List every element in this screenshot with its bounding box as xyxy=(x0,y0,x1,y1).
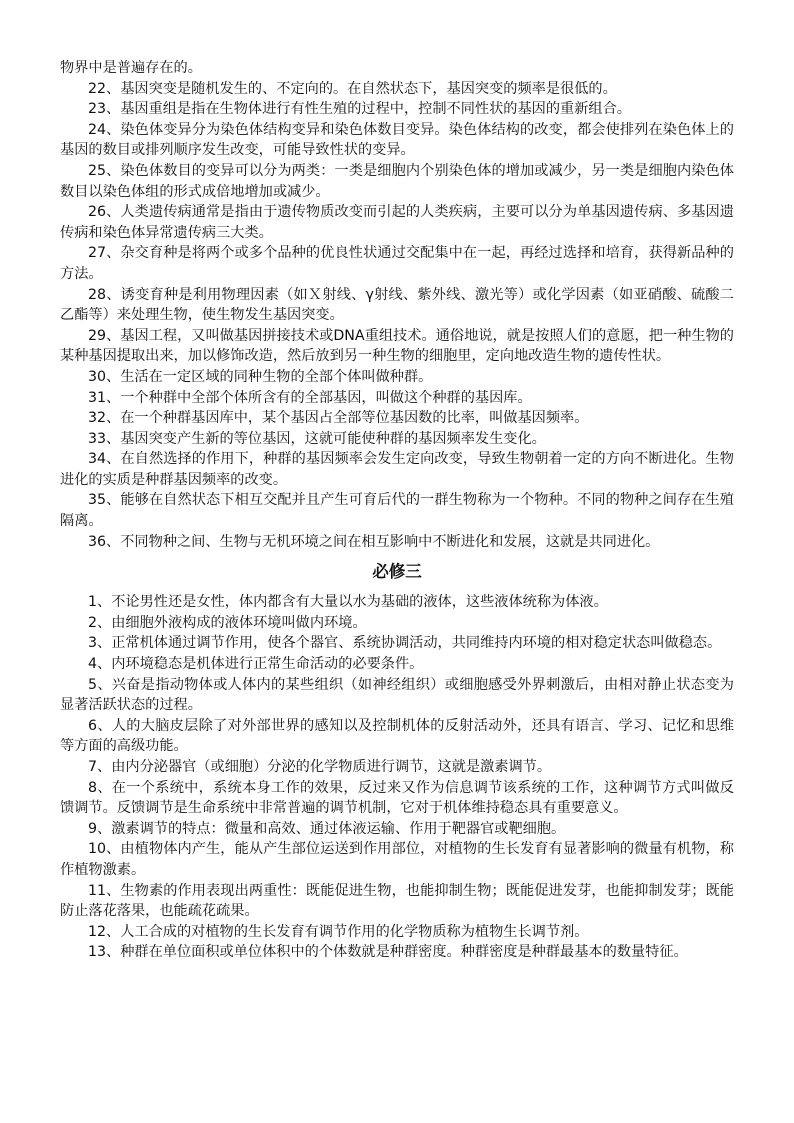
paragraph-34: 34、在自然选择的作用下，种群的基因频率会发生定向改变，导致生物朝着一定的方向不断进化。生物进化的实质是种群基因频率的改变。 xyxy=(60,451,734,488)
section-heading: 必修三 xyxy=(372,562,422,582)
paragraph-continuation: 物界中是普遍存在的。 xyxy=(60,60,202,76)
paragraph-26: 26、人类遗传病通常是指由于遗传物质改变而引起的人类疾病，主要可以分为单基因遗传病、多基因遗传病和染色体异常遗传病三大类。 xyxy=(60,204,734,241)
paragraph-35: 35、能够在自然状态下相互交配并且产生可育后代的一群生物称为一个物种。不同的物种之间存在生殖隔离。 xyxy=(60,492,734,530)
paragraph-3: 3、正常机体通过调节作用，使各个器官、系统协调活动，共同维持内环境的相对稳定状态叫做稳态。 xyxy=(88,635,722,652)
paragraph-1: 1、不论男性还是女性，体内都含有大量以水为基础的液体，这些液体统称为体液。 xyxy=(88,594,608,611)
paragraph-13: 13、种群在单位面积或单位体积中的个体数就是种群密度。种群密度是种群最基本的数量特征。 xyxy=(88,944,688,961)
paragraph-28: 28、诱变育种是利用物理因素（如Ｘ射线、γ射线、紫外线、激光等）或化学因素（如亚硝酸、硫酸二乙酯等）来处理生物，使生物发生基因突变。 xyxy=(60,286,734,324)
paragraph-33: 33、基因突变产生新的等位基因，这就可能使种群的基因频率发生变化。 xyxy=(88,430,546,447)
paragraph-24: 24、染色体变异分为染色体结构变异和染色体数目变异。染色体结构的改变，都会使排列在染色体上的基因的数目或排列顺序发生改变，可能导致性状的变异。 xyxy=(60,121,734,159)
paragraph-32: 32、在一个种群基因库中，某个基因占全部等位基因数的比率，叫做基因频率。 xyxy=(88,410,589,427)
paragraph-6: 6、人的大脑皮层除了对外部世界的感知以及控制机体的反射活动外，还具有语言、学习、记忆和思维等方面的高级功能。 xyxy=(60,717,734,755)
paragraph-31: 31、一个种群中全部个体所含有的全部基因，叫做这个种群的基因库。 xyxy=(88,389,532,406)
paragraph-2: 2、由细胞外液构成的液体环境叫做内环境。 xyxy=(88,614,367,631)
paragraph-7: 7、由内分泌器官（或细胞）分泌的化学物质进行调节，这就是激素调节。 xyxy=(88,759,552,775)
paragraph-12: 12、人工合成的对植物的生长发育有调节作用的化学物质称为植物生长调节剂。 xyxy=(88,923,589,940)
paragraph-25: 25、染色体数目的变异可以分为两类：一类是细胞内个别染色体的增加或减少，另一类是细胞内染色体数目以染色体组的形式成倍地增加或减少。 xyxy=(60,162,734,200)
section-compulsory-three xyxy=(60,592,734,963)
paragraph-30: 30、生活在一定区域的同种生物的全部个体叫做种群。 xyxy=(88,368,433,385)
paragraph-27: 27、杂交育种是将两个或多个品种的优良性状通过交配集中在一起，再经过选择和培育，获得新品种的方法。 xyxy=(60,245,734,282)
paragraph-11: 11、生物素的作用表现出两重性：既能促进生物，也能抑制生物；既能促进发芽，也能抑制发芽；既能防止落花落果，也能疏花疏果。 xyxy=(60,882,734,920)
paragraph-10: 10、由植物体内产生，能从产生部位运送到作用部位，对植物的生长发育有显著影响的微量有机物，称作植物激素。 xyxy=(60,841,734,878)
paragraph-9: 9、激素调节的特点：微量和高效、通过体液运输、作用于靶器官或靶细胞。 xyxy=(88,820,566,837)
paragraph-5: 5、兴奋是指动物体或人体内的某些组织（如神经组织）或细胞感受外界刺激后，由相对静止状态变为显著活跃状态的过程。 xyxy=(60,676,734,714)
section-genetics-variation xyxy=(60,58,734,552)
paragraph-36: 36、不同物种之间、生物与无机环境之间在相互影响中不断进化和发展，这就是共同进化。 xyxy=(88,533,660,550)
paragraph-22: 22、基因突变是随机发生的、不定向的。在自然状态下，基因突变的频率是很低的。 xyxy=(88,80,617,97)
document-page xyxy=(60,58,734,963)
paragraph-23: 23、基因重组是指在生物体进行有性生殖的过程中，控制不同性状的基因的重新组合。 xyxy=(88,101,631,118)
paragraph-8: 8、在一个系统中，系统本身工作的效果，反过来又作为信息调节该系统的工作，这种调节方式叫做反馈调节。反馈调节是生命系统中非常普遍的调节机制，它对于机体维持稳态具有重要意义。 xyxy=(60,779,734,817)
paragraph-4: 4、内环境稳态是机体进行正常生命活动的必要条件。 xyxy=(88,656,424,673)
paragraph-29: 29、基因工程，又叫做基因拼接技术或DNA重组技术。通俗地说，就是按照人们的意愿，把一种生物的某种基因提取出来，加以修饰改造，然后放到另一种生物的细胞里，定向地改造生物的遗传性状。 xyxy=(60,327,734,365)
